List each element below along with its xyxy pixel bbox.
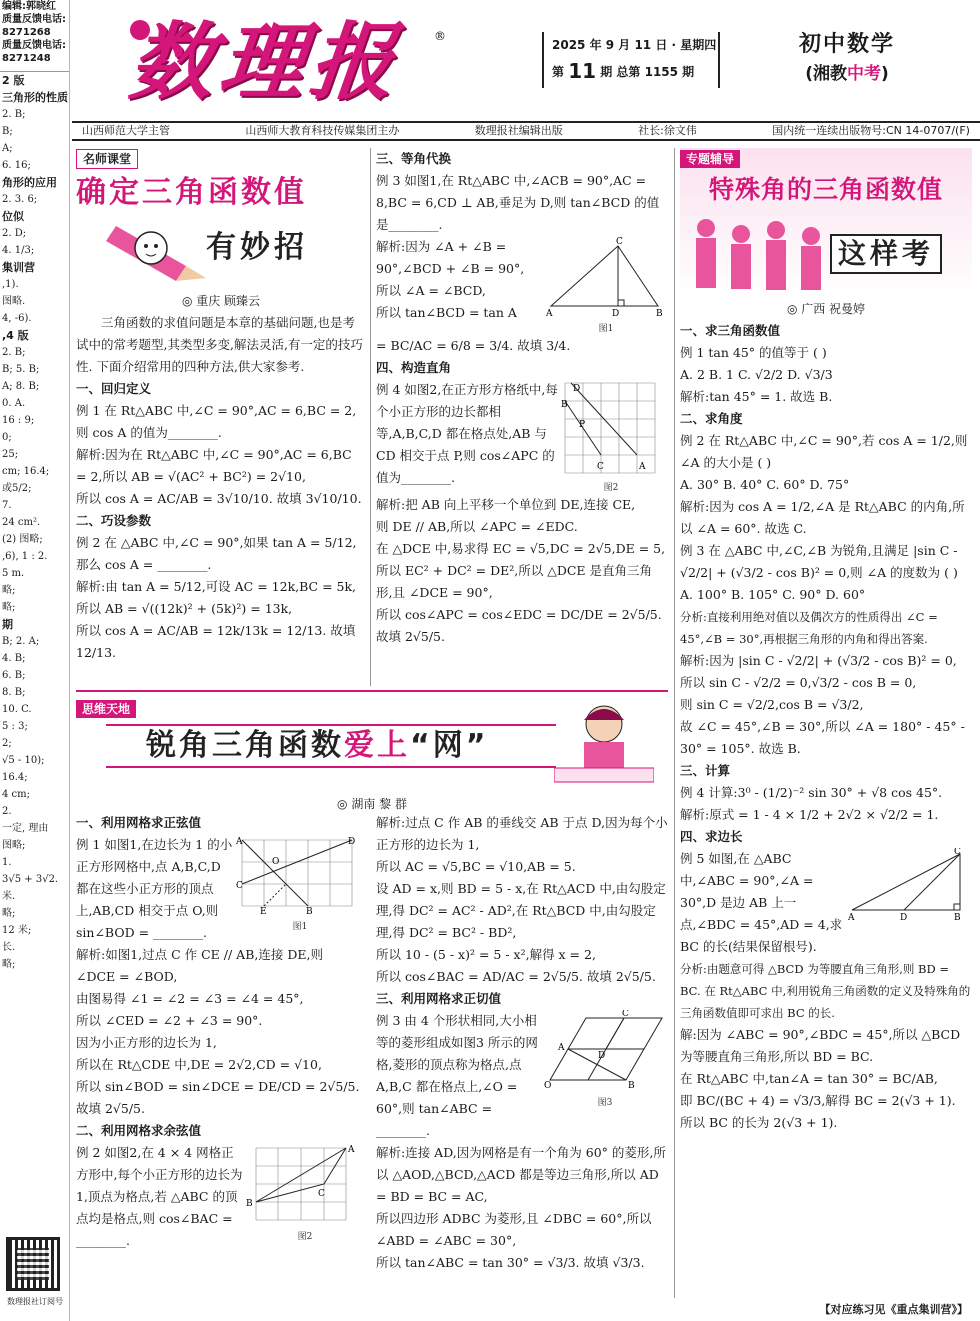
svg-text:D: D bbox=[612, 309, 620, 316]
svg-text:A: A bbox=[848, 913, 855, 920]
example-text: 例 4 计算:3⁰ - (1/2)⁻² sin 30° + √8 cos 45°. bbox=[680, 785, 943, 800]
analysis-text: 分析:由题意可得 △BCD 为等腰直角三角形,则 BD = BC. 在 Rt△ABC 中,利用锐角三角函数的定义及特殊角的三角函数值即可求出 BC 的长. bbox=[680, 962, 971, 1020]
solution-text: 故 ∠C = 45°,∠B = 30°,所以 ∠A = 180° - 45° - 30° = 105°. 故选 B. bbox=[680, 719, 965, 756]
feedback-phone: 8271268 bbox=[2, 27, 51, 38]
article1-banner bbox=[76, 148, 366, 290]
solution-text: 解析:把 AB 向上平移一个单位到 DE,连接 CE, bbox=[376, 497, 636, 512]
subject-title: 初中数学 bbox=[798, 32, 895, 57]
answer-line: cm; 16.4; bbox=[2, 466, 50, 477]
column-tag: 名师课堂 bbox=[76, 149, 138, 169]
info-cn-number: 国内统一连续出版物号:CN 14-0707/(F) bbox=[772, 124, 970, 137]
solution-text: 所以 10 - (5 - x)² = 5 - x²,解得 x = 2, bbox=[376, 947, 596, 962]
solution-text: 解析:过点 C 作 AB 的垂线交 AB 于点 D,因为每个小正方形的边长为 1, bbox=[376, 815, 668, 852]
article1-subtitle: 有妙招 bbox=[206, 230, 308, 265]
svg-text:B: B bbox=[954, 913, 961, 920]
info-president: 社长:徐文伟 bbox=[638, 124, 697, 137]
solution-text: 解析:由 tan A = 5/12,可设 AC = 12k,BC = 5k, bbox=[76, 579, 357, 594]
answer-line: 6. 16; bbox=[2, 160, 31, 171]
article3-banner bbox=[76, 698, 668, 792]
answer-line: 角形的应用 bbox=[2, 176, 57, 189]
answer-line: 2. B; bbox=[2, 109, 26, 120]
svg-text:B: B bbox=[628, 1081, 635, 1090]
column-tag: 专题辅导 bbox=[680, 150, 740, 168]
options-text: A. 30° B. 40° C. 60° D. 75° bbox=[680, 477, 850, 492]
column-divider bbox=[370, 148, 371, 686]
figure-2 bbox=[561, 379, 661, 494]
article3-right-column bbox=[376, 812, 668, 1274]
answer-line: ,4 版 bbox=[2, 329, 29, 342]
answer-line: 位似 bbox=[2, 210, 24, 223]
info-publisher: 数理报社编辑出版 bbox=[474, 124, 563, 137]
section-heading: 二、巧设参数 bbox=[76, 513, 152, 528]
answer-line: 图略. bbox=[2, 296, 26, 307]
grid-figure bbox=[561, 379, 659, 475]
section-heading: 四、构造直角 bbox=[376, 360, 452, 375]
masthead bbox=[72, 0, 980, 120]
section-heading: 四、求边长 bbox=[680, 829, 743, 844]
answer-line: 5 : 3; bbox=[2, 721, 28, 732]
svg-text:C: C bbox=[622, 1010, 629, 1019]
solution-text: = BC/AC = 6/8 = 3/4. 故填 3/4. bbox=[376, 338, 571, 353]
grid-figure bbox=[246, 1142, 362, 1224]
registered-mark: ® bbox=[434, 29, 446, 43]
solution-text: 所以 AC = √5,BC = √10,AB = 5. bbox=[376, 859, 576, 874]
answer-line: 略; bbox=[2, 908, 16, 919]
svg-text:P: P bbox=[579, 420, 586, 430]
solution-text: 所以 AB = √((12k)² + (5k)²) = 13k, bbox=[76, 601, 293, 616]
rhombus-grid-figure bbox=[544, 1010, 664, 1090]
answer-line: B; bbox=[2, 126, 13, 137]
answer-line: 长. bbox=[2, 942, 16, 953]
solution-text: 所以 cos∠BAC = AD/AC = 2√5/5. 故填 2√5/5. bbox=[376, 969, 656, 984]
answer-line: 1. bbox=[2, 857, 12, 868]
answer-line: 25; bbox=[2, 449, 19, 460]
figure-caption: 图1 bbox=[598, 324, 614, 334]
solution-text: 所以 tan∠ABC = tan 30° = √3/3. 故填 √3/3. bbox=[376, 1255, 645, 1270]
answer-line: 集训营 bbox=[2, 261, 35, 274]
answer-line: 16.4; bbox=[2, 772, 28, 783]
solution-text: 所以 sin∠BOD = sin∠DCE = DE/CD = 2√5/5. bbox=[76, 1079, 360, 1094]
solution-text: 所以 cos A = AC/AB = 12k/13k = 12/13. 故填 12/13. bbox=[76, 623, 356, 660]
example-text: 例 1 在 Rt△ABC 中,∠C = 90°,AC = 6,BC = 2,则 cos A 的值为________. bbox=[76, 403, 357, 440]
answer-line: 12 米; bbox=[2, 925, 32, 936]
article1-intro: 三角函数的求值问题是本章的基础问题,也是考试中的常考题型,其类型多变,解法灵活,有一定的技巧性. 下面介绍常用的四种方法,供大家参考. bbox=[76, 315, 363, 374]
article2-column bbox=[680, 148, 972, 1134]
solution-text: 即 BC/(BC + 4) = √3/3,解得 BC = 2(√3 + 1). bbox=[680, 1093, 956, 1108]
answer-line: 3√5 + 3√2. bbox=[2, 874, 59, 885]
left-answer-strip bbox=[0, 0, 70, 1321]
solution-text: 解析:原式 = 1 - 4 × 1/2 + 2√2 × √2/2 = 1. bbox=[680, 807, 939, 822]
solution-text: 则 DE // AB,所以 ∠APC = ∠EDC. bbox=[376, 519, 578, 534]
answer-line: B; 2. A; bbox=[2, 636, 40, 647]
feedback-label: 质量反馈电话: bbox=[2, 40, 66, 51]
solution-text: 故填 2√5/5. bbox=[76, 1101, 145, 1116]
solution-text: 解析:因为在 Rt△ABC 中,∠C = 90°,AC = 6,BC = 2,所以 AB = √(AC² + BC²) = 2√10, bbox=[76, 447, 352, 484]
answer-line: 0. A. bbox=[2, 398, 26, 409]
solution-text: 故填 2√5/5. bbox=[376, 629, 445, 644]
section-heading: 一、利用网格求正弦值 bbox=[76, 815, 202, 830]
article3-author: ◎ 湖南 黎 群 bbox=[337, 797, 407, 811]
options-text: A. 100° B. 105° C. 90° D. 60° bbox=[680, 587, 866, 602]
answer-line: A; 8. B; bbox=[2, 381, 40, 392]
example-text: 例 2 如图2,在 4 × 4 网格正方形中,每个小正方形的边长为 1,顶点为格点,若 △ABC 的顶点均是格点,则 cos∠BAC = ________. bbox=[76, 1145, 243, 1248]
answer-line: 10. C. bbox=[2, 704, 32, 715]
example-text: 例 1 如图1,在边长为 1 的小正方形网格中,点 A,B,C,D 都在这些小正方形的顶点上,AB,CD 相交于点 O,则 sin∠BOD = ________. bbox=[76, 837, 233, 940]
svg-text:C: C bbox=[954, 848, 961, 857]
answer-line: 2; bbox=[2, 738, 12, 749]
section-heading: 一、求三角函数值 bbox=[680, 323, 781, 338]
section-heading: 二、求角度 bbox=[680, 411, 743, 426]
solution-text: 所以 ∠A = ∠BCD, bbox=[376, 283, 486, 298]
solution-text: 所以 tan∠BCD = tan A bbox=[376, 305, 517, 320]
article1-author: ◎ 重庆 顾臻云 bbox=[181, 294, 261, 308]
edition-label: (湘教中考) bbox=[805, 64, 889, 84]
svg-text:E: E bbox=[260, 907, 267, 914]
teacher-character-icon bbox=[554, 698, 654, 788]
solution-text: 所以 cos∠APC = cos∠EDC = DC/DE = 2√5/5. bbox=[376, 607, 662, 622]
solution-text: 解析:因为 |sin C - √2/2| + (√3/2 - cos B)² = 0, bbox=[680, 653, 957, 668]
answer-line: A; bbox=[2, 143, 13, 154]
qr-code-icon[interactable] bbox=[6, 1237, 60, 1291]
article2-banner bbox=[680, 148, 972, 298]
section-heading: 二、利用网格求余弦值 bbox=[76, 1123, 202, 1138]
answer-line: 5 m. bbox=[2, 568, 25, 579]
solution-text: 所以 cos A = AC/AB = 3√10/10. 故填 3√10/10. bbox=[76, 491, 362, 506]
answer-line: 或5/2; bbox=[2, 483, 32, 494]
svg-text:D: D bbox=[573, 384, 581, 394]
svg-text:C: C bbox=[236, 881, 243, 891]
answer-line: 6. B; bbox=[2, 670, 26, 681]
cheering-crowd-icon bbox=[686, 214, 836, 294]
example-text: 例 3 由 4 个形状相同,大小相等的菱形组成如图3 所示的网格,菱形的顶点称为格点,点 A,B,C 都在格点上,∠O = 60°,则 tan∠ABC = ________. bbox=[376, 1013, 538, 1138]
solution-text: 所以 ∠CED = ∠2 + ∠3 = 90°. bbox=[76, 1013, 263, 1028]
answer-line: ,1). bbox=[2, 279, 19, 290]
article3-left-column bbox=[76, 812, 366, 1252]
answer-line: (2) 图略; bbox=[2, 534, 43, 545]
svg-text:C: C bbox=[318, 1189, 325, 1199]
article1-left-column bbox=[76, 148, 366, 664]
section-heading: 三、等角代换 bbox=[376, 151, 452, 166]
info-supervisor: 山西师范大学主管 bbox=[82, 124, 170, 137]
solution-text: 解析:连接 AD,因为网格是有一个角为 60° 的菱形,所以 △AOD,△BCD,△ACD 都是等边三角形,所以 AD = BD = BC = AC, bbox=[376, 1145, 666, 1204]
svg-text:A: A bbox=[236, 837, 243, 847]
example-text: 例 2 在 △ABC 中,∠C = 90°,如果 tan A = 5/12,那么 cos A = ________. bbox=[76, 535, 357, 572]
answer-line: √5 - 10); bbox=[2, 755, 45, 766]
svg-text:A: A bbox=[348, 1145, 355, 1155]
article2-author: ◎ 广西 祝曼婷 bbox=[786, 302, 866, 316]
svg-text:O: O bbox=[272, 857, 280, 867]
solution-text: 所以在 Rt△CDE 中,DE = 2√2,CD = √10, bbox=[76, 1057, 322, 1072]
figure-caption: 图2 bbox=[603, 483, 619, 493]
practice-reference[interactable]: 【对应练习见《重点集训营》】 bbox=[819, 1303, 968, 1316]
answer-line: 米. bbox=[2, 891, 16, 902]
figure-caption: 图2 bbox=[297, 1232, 313, 1242]
answer-line: 7. bbox=[2, 500, 12, 511]
issue-date-box bbox=[542, 32, 720, 88]
example-text: 例 3 如图1,在 Rt△ABC 中,∠ACB = 90°,AC = 8,BC = 6,CD ⊥ AB,垂足为 D,则 tan∠BCD 的值是________. bbox=[376, 173, 660, 232]
answer-line: 4. 1/3; bbox=[2, 245, 35, 256]
answer-line: 期 bbox=[2, 618, 13, 631]
answer-line: 0; bbox=[2, 432, 12, 443]
answer-line: 4, -6). bbox=[2, 313, 32, 324]
figure-3 bbox=[544, 1010, 666, 1142]
solution-text: 设 AD = x,则 BD = 5 - x,在 Rt△ACD 中,由勾股定理,得 DC² = AC² - AD²,在 Rt△BCD 中,由勾股定理,得 DC² = BC² - BD², bbox=[376, 881, 666, 940]
svg-text:B: B bbox=[306, 907, 313, 914]
answer-line: 三角形的性质 bbox=[2, 91, 68, 104]
article2-subtitle: 这样考 bbox=[830, 234, 942, 274]
answer-line: 16 : 9; bbox=[2, 415, 35, 426]
svg-text:D: D bbox=[900, 913, 908, 920]
triangle-abc-figure bbox=[546, 236, 664, 316]
svg-text:A: A bbox=[639, 462, 646, 472]
svg-text:C: C bbox=[616, 237, 623, 247]
solution-text: 解析:tan 45° = 1. 故选 B. bbox=[680, 389, 833, 404]
answer-line: 2. B; bbox=[2, 347, 26, 358]
svg-text:B: B bbox=[246, 1199, 253, 1209]
column-divider bbox=[674, 148, 675, 1298]
svg-text:A: A bbox=[558, 1043, 565, 1053]
answer-line: 略; bbox=[2, 602, 16, 613]
answer-line: 略; bbox=[2, 585, 16, 596]
solution-text: 所以四边形 ADBC 为菱形,且 ∠DBC = 60°,所以 ∠ABD = ∠ABC = 30°, bbox=[376, 1211, 652, 1248]
article2-title: 特殊角的三角函数值 bbox=[708, 175, 943, 204]
figure-caption: 图3 bbox=[597, 1098, 613, 1108]
solution-text: 因为小正方形的边长为 1, bbox=[76, 1035, 217, 1050]
solution-text: 解析:如图1,过点 C 作 CE // AB,连接 DE,则 ∠DCE = ∠BOD, bbox=[76, 947, 323, 984]
answer-line: 2 版 bbox=[2, 74, 25, 87]
section-heading: 三、计算 bbox=[680, 763, 731, 778]
publisher-info-bar bbox=[72, 121, 980, 141]
options-text: A. 2 B. 1 C. √2/2 D. √3/3 bbox=[680, 367, 833, 382]
issue-number: 第 11 期 总第 1155 期 bbox=[552, 59, 695, 83]
article1-title: 确定三角函数值 bbox=[76, 175, 307, 210]
triangle-figure bbox=[848, 848, 966, 920]
svg-text:B: B bbox=[656, 309, 663, 316]
example-text: 例 1 tan 45° 的值等于 ( ) bbox=[680, 345, 827, 360]
answer-line: ,6), 1 : 2. bbox=[2, 551, 48, 562]
answer-line: B; 5. B; bbox=[2, 364, 40, 375]
solution-text: 解:因为 ∠ABC = 90°,∠BDC = 45°,所以 △BCD 为等腰直角三角形,所以 BD = BC. bbox=[680, 1027, 961, 1064]
svg-text:B: B bbox=[561, 400, 568, 410]
answer-line: 4. B; bbox=[2, 653, 26, 664]
answer-line: 2. D; bbox=[2, 228, 27, 239]
qr-caption: 数理报社订阅号 bbox=[7, 1297, 63, 1306]
article1-right-column bbox=[376, 148, 666, 648]
section-heading: 一、回归定义 bbox=[76, 381, 152, 396]
section-rule bbox=[76, 690, 668, 692]
answer-line: 图略; bbox=[2, 840, 26, 851]
column-tag: 思维天地 bbox=[76, 700, 136, 718]
solution-text: 在 △DCE 中,易求得 EC = √5,DC = 2√5,DE = 5,所以 EC² + DC² = DE²,所以 △DCE 是直角三角形,且 ∠DCE = 90°, bbox=[376, 541, 666, 600]
answer-line: 4 cm; bbox=[2, 789, 30, 800]
answer-line: 8. B; bbox=[2, 687, 26, 698]
issue-date: 2025 年 9 月 11 日 · 星期四 bbox=[552, 38, 717, 52]
solution-text: 解析:因为 cos A = 1/2,∠A 是 Rt△ABC 的内角,所以 ∠A = 60°. 故选 C. bbox=[680, 499, 965, 536]
example-text: 例 5 如图,在 △ABC 中,∠ABC = 90°,∠A = 30°,D 是边 AB 上一点,∠BDC = 45°,AD = 4,求 BC 的长(结果保留根号). bbox=[680, 851, 843, 954]
solution-text: 所以 sin C - √2/2 = 0,√3/2 - cos B = 0, bbox=[680, 675, 917, 690]
solution-text: 由图易得 ∠1 = ∠2 = ∠3 = ∠4 = 45°, bbox=[76, 991, 304, 1006]
feedback-phone: 8271248 bbox=[2, 53, 51, 64]
analysis-text: 分析:直接利用绝对值以及偶次方的性质得出 ∠C = 45°,∠B = 30°,再根据三角形的内角和得出答案. bbox=[680, 610, 938, 646]
answer-line: 略; bbox=[2, 959, 16, 970]
figure-1 bbox=[546, 236, 666, 335]
svg-text:C: C bbox=[597, 462, 604, 472]
article3-title: 锐角三角函数爱上“网” bbox=[146, 728, 489, 763]
section-heading: 三、利用网格求正切值 bbox=[376, 991, 502, 1006]
svg-text:O: O bbox=[544, 1081, 552, 1090]
answer-line: 2. bbox=[2, 806, 12, 817]
answer-line: 2. 3. 6; bbox=[2, 194, 38, 205]
solution-text: 在 Rt△ABC 中,tan∠A = tan 30° = BC/AB, bbox=[680, 1071, 938, 1086]
answer-line: 一定, 理由 bbox=[2, 823, 49, 834]
svg-text:D: D bbox=[598, 1051, 606, 1061]
figure-caption: 图1 bbox=[292, 922, 308, 932]
answer-line: 24 cm². bbox=[2, 517, 41, 528]
newspaper-logo: 数理报 bbox=[124, 13, 406, 111]
solution-text: 所以 BC 的长为 2(√3 + 1). bbox=[680, 1115, 838, 1130]
example-text: 例 2 在 Rt△ABC 中,∠C = 90°,若 cos A = 1/2,则 ∠A 的大小是 ( ) bbox=[680, 433, 968, 470]
svg-text:D: D bbox=[348, 837, 356, 847]
feedback-label: 质量反馈电话: bbox=[2, 14, 66, 25]
figure-2 bbox=[246, 1142, 364, 1252]
grid-figure bbox=[236, 834, 362, 914]
figure-1 bbox=[236, 834, 364, 944]
example-text: 例 3 在 △ABC 中,∠C,∠B 为锐角,且满足 |sin C - √2/2| + (√3/2 - cos B)² = 0,则 ∠A 的度数为 ( ) bbox=[680, 543, 958, 580]
answer-lines bbox=[0, 72, 69, 973]
example-text: 例 4 如图2,在正方形方格纸中,每个小正方形的边长都相等,A,B,C,D 都在格点处,AB 与 CD 相交于点 P,则 cos∠APC 的值为________. bbox=[376, 382, 558, 485]
solution-text: 则 sin C = √2/2,cos B = √3/2, bbox=[680, 697, 864, 712]
solution-text: 解析:因为 ∠A + ∠B = 90°,∠BCD + ∠B = 90°, bbox=[376, 239, 525, 276]
editor-line: 编辑:郭晓红 bbox=[2, 1, 56, 12]
svg-text:A: A bbox=[546, 309, 553, 316]
info-sponsor: 山西师大教育科技传媒集团主办 bbox=[245, 124, 400, 137]
